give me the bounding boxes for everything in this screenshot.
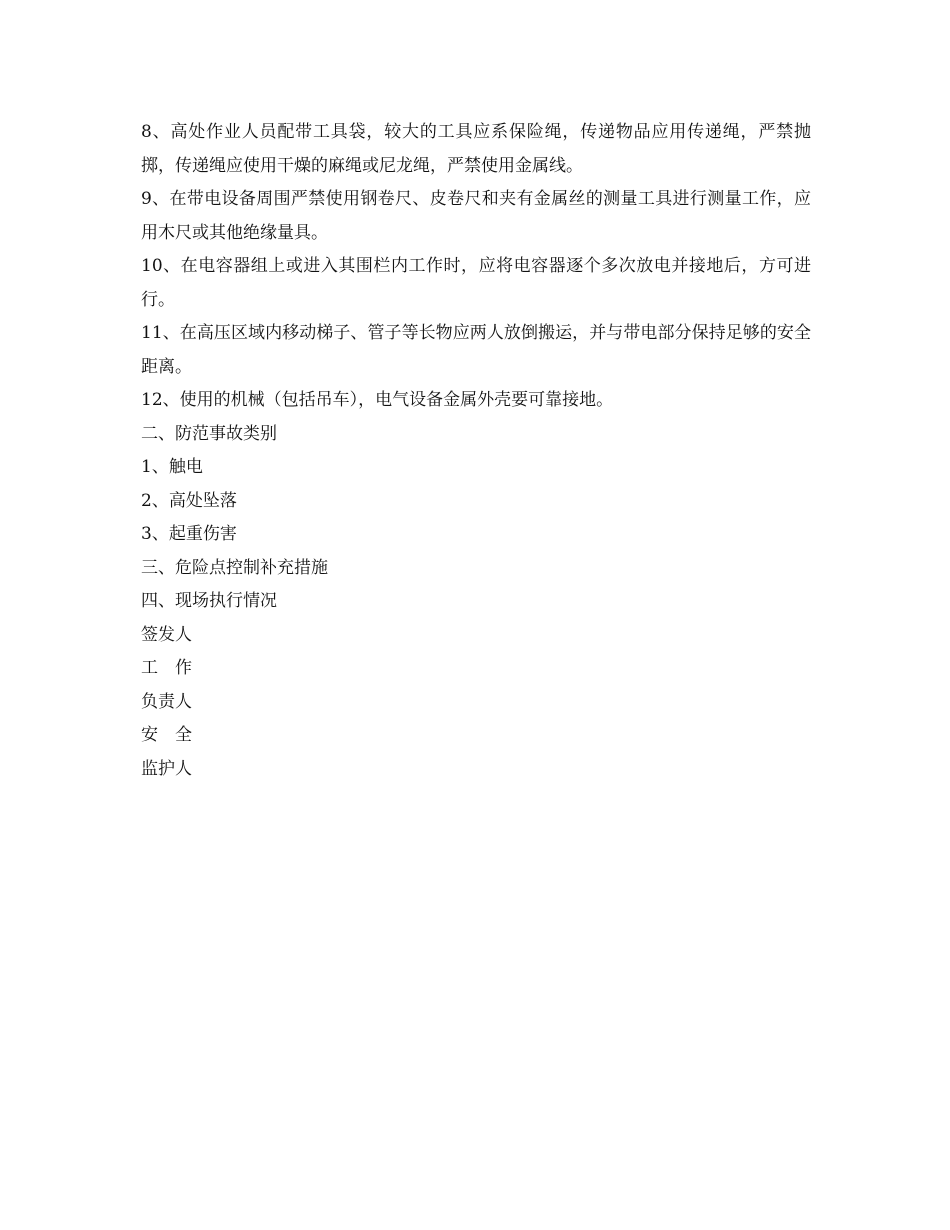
document-page [141,116,811,786]
accident-type-fall: 2、高处坠落 [141,490,237,511]
signature-work-label-line2: 负责人 [141,691,192,712]
item-10: 10、在电容器组上或进入其围栏内工作时，应将电容器逐个多次放电并接地后，方可进行。 [141,256,811,310]
section-3-heading: 三、危险点控制补充措施 [141,557,328,578]
signature-safety-label-line1: 安 全 [141,725,192,745]
signature-safety-label-line2: 监护人 [141,758,192,779]
accident-type-electric-shock: 1、触电 [141,457,203,477]
item-11: 11、在高压区域内移动梯子、管子等长物应两人放倒搬运，并与带电部分保持足够的安全距离。 [141,323,811,377]
item-12: 12、使用的机械（包括吊车），电气设备金属外壳要可靠接地。 [141,390,614,410]
section-4-heading: 四、现场执行情况 [141,591,277,611]
item-8: 8、高处作业人员配带工具袋，较大的工具应系保险绳，传递物品应用传递绳，严禁抛掷，传递绳应使用干燥的麻绳或尼龙绳，严禁使用金属线。 [141,122,811,176]
accident-type-lifting: 3、起重伤害 [141,524,237,544]
section-2-heading: 二、防范事故类别 [141,423,277,444]
signature-issuer-label: 签发人 [141,624,192,645]
item-9: 9、在带电设备周围严禁使用钢卷尺、皮卷尺和夹有金属丝的测量工具进行测量工作，应用木尺或其他绝缘量具。 [141,189,811,243]
signature-work-label-line1: 工 作 [141,658,192,678]
